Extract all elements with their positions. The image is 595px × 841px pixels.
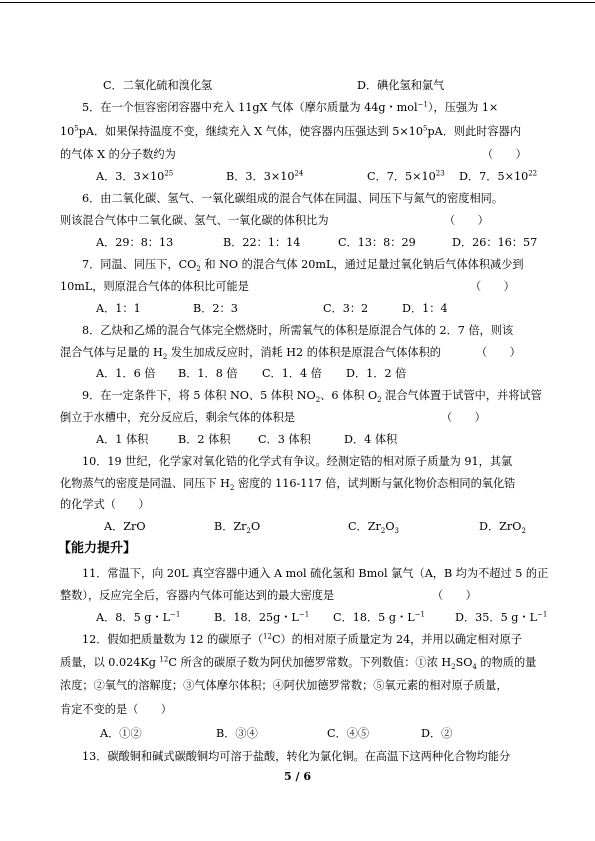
q11-option-c: C．18．5 g・$L^{-1}$ [333, 610, 425, 624]
q13-line-1: 13．碳酸铜和碱式碳酸铜均可溶于盐酸，转化为氯化铜。在高温下这两种化合物均能分 [82, 750, 511, 763]
q8-line-1: 8．乙炔和乙烯的混合气体完全燃烧时，所需氧气的体积是原混合气体的 2．7 倍，则该 [82, 324, 514, 337]
q7-option-c: C．3：2 [323, 302, 369, 315]
q10-option-a: A．ZrO [104, 520, 146, 533]
q7-option-a: A．1：1 [96, 302, 141, 315]
q5-line-2: $10^5pA$．如果保持温度不变，继续充入 X 气体，使容器内压强达到 $5\times 10^5pA$．则此时容器内 [60, 124, 522, 138]
q5-option-c: C．7．$5\times 10^{23}$ [367, 169, 445, 183]
q12-option-c: C．④⑤ [327, 727, 370, 740]
q12-line-4: 肯定不变的是（ ） [60, 703, 172, 716]
q5-answer-paren: （ ） [482, 148, 527, 161]
q6-option-b: B．22：1：14 [223, 236, 301, 249]
q8-option-d: D．1．2 倍 [346, 367, 407, 380]
q8-answer-paren: （ ） [476, 346, 521, 359]
q9-option-b: B．2 体积 [178, 433, 231, 446]
q10-line-3: 的化学式（ ） [60, 498, 150, 511]
q8-line-2: 混合气体与足量的 $H_2$ 发生加成反应时，消耗 H2 的体积是原混合气体体积的 [60, 346, 441, 362]
q6-line-1: 6．由二氧化碳、氢气、一氧化碳组成的混合气体在同温、同压下与氮气的密度相同。 [82, 192, 504, 205]
q11-option-d: D．35．5 g・$L^{-1}$ [455, 610, 548, 624]
q5-option-b: B．3．$3\times 10^{24}$ [226, 169, 304, 183]
q4-option-d: D．碘化氢和氯气 [357, 79, 445, 92]
q7-option-d: D．1：4 [402, 302, 448, 315]
q10-option-d: D．ZrO$_2$ [479, 520, 526, 536]
q9-line-2: 倒立于水槽中，充分反应后，剩余气体的体积是 [60, 411, 295, 424]
q5-line-1: 5．在一个恒容密闭容器中充入 11gX 气体（摩尔质量为 44g・mol$^{-1}$），压强为 1× [82, 100, 499, 114]
q6-line-2: 则该混合气体中二氧化碳、氢气、一氧化碳的体积比为 [60, 214, 329, 227]
q5-line-3: 的气体 X 的分子数约为 [60, 148, 176, 161]
q7-line-1: 7．同温、同压下，$CO_2$ 和 NO 的混合气体 20mL，通过足量过氧化钠后气体体积减少到 [82, 258, 524, 274]
section-title: 【能力提升】 [58, 541, 137, 556]
q5-option-a: A．3．$3\times 10^{25}$ [96, 169, 174, 183]
q11-answer-paren: （ ） [432, 589, 477, 602]
q6-option-d: D．26：16：57 [452, 236, 538, 249]
q12-line-1: 12．假如把质量数为 12 的碳原子（$^{12}$C）的相对原子质量定为 24，并用以确定相对原子 [82, 632, 523, 646]
q11-option-b: B．18．25g・$L^{-1}$ [214, 610, 310, 624]
q10-line-2: 化物蒸气的密度是同温、同压下 $H_2$ 密度的 116-117 倍，试判断与氯化物价态相同的氧化锆 [60, 477, 516, 493]
q6-option-c: C．13：8：29 [338, 236, 416, 249]
q9-line-1: 9．在一定条件下，将 5 体积 NO、5 体积 $NO_2$、6 体积 $O_2$ 混合气体置于试管中，并将试管 [82, 389, 542, 405]
q12-option-d: D．② [421, 727, 453, 740]
q9-option-d: D．4 体积 [344, 433, 398, 446]
q12-line-3: 浓度；②氧气的溶解度；③气体摩尔体积；④阿伏加德罗常数；⑤氧元素的相对原子质量， [60, 679, 508, 692]
q10-option-b: B．$Zr_2O$ [214, 520, 261, 536]
q11-option-a: A．8．5 g・$L^{-1}$ [96, 610, 181, 624]
q7-answer-paren: （ ） [470, 280, 515, 293]
q10-line-1: 10．19 世纪，化学家对氧化锆的化学式有争议。经测定锆的相对原子质量为 91，其氯 [82, 455, 513, 468]
q12-option-a: A．①② [100, 727, 142, 740]
q8-option-b: B．1．8 倍 [178, 367, 238, 380]
top-rule [0, 2, 595, 3]
q9-answer-paren: （ ） [441, 411, 486, 424]
q9-option-a: A．1 体积 [96, 433, 149, 446]
q8-option-c: C．1．4 倍 [262, 367, 322, 380]
q12-line-2: 质量，以 0.024Kg $^{12}$C 所含的碳原子数为阿伏加德罗常数。下列数值：①浓 $H_2SO_4$ 的物质的量 [60, 655, 537, 672]
q7-line-2: 10mL，则原混合气体的体积比可能是 [60, 280, 249, 293]
page-number: 5 / 6 [284, 770, 311, 783]
q9-option-c: C．3 体积 [258, 433, 311, 446]
q6-answer-paren: （ ） [444, 214, 489, 227]
q8-option-a: A．1．6 倍 [96, 367, 156, 380]
q10-option-c: C．$Zr_2O_3$ [348, 520, 399, 536]
q6-option-a: A．29：8：13 [96, 236, 174, 249]
q4-option-c: C．二氧化硫和溴化氢 [103, 79, 213, 92]
q11-line-2: 整数），反应完全后，容器内气体可能达到的最大密度是 [60, 589, 335, 602]
q11-line-1: 11．常温下，向 20L 真空容器中通入 A mol 硫化氢和 Bmol 氯气（A，B 均为不超过 5 的正 [82, 567, 549, 580]
q12-option-b: B．③④ [216, 727, 258, 740]
q7-option-b: B．2：3 [193, 302, 238, 315]
q5-option-d: D．7．$5\times 10^{22}$ [459, 169, 538, 183]
